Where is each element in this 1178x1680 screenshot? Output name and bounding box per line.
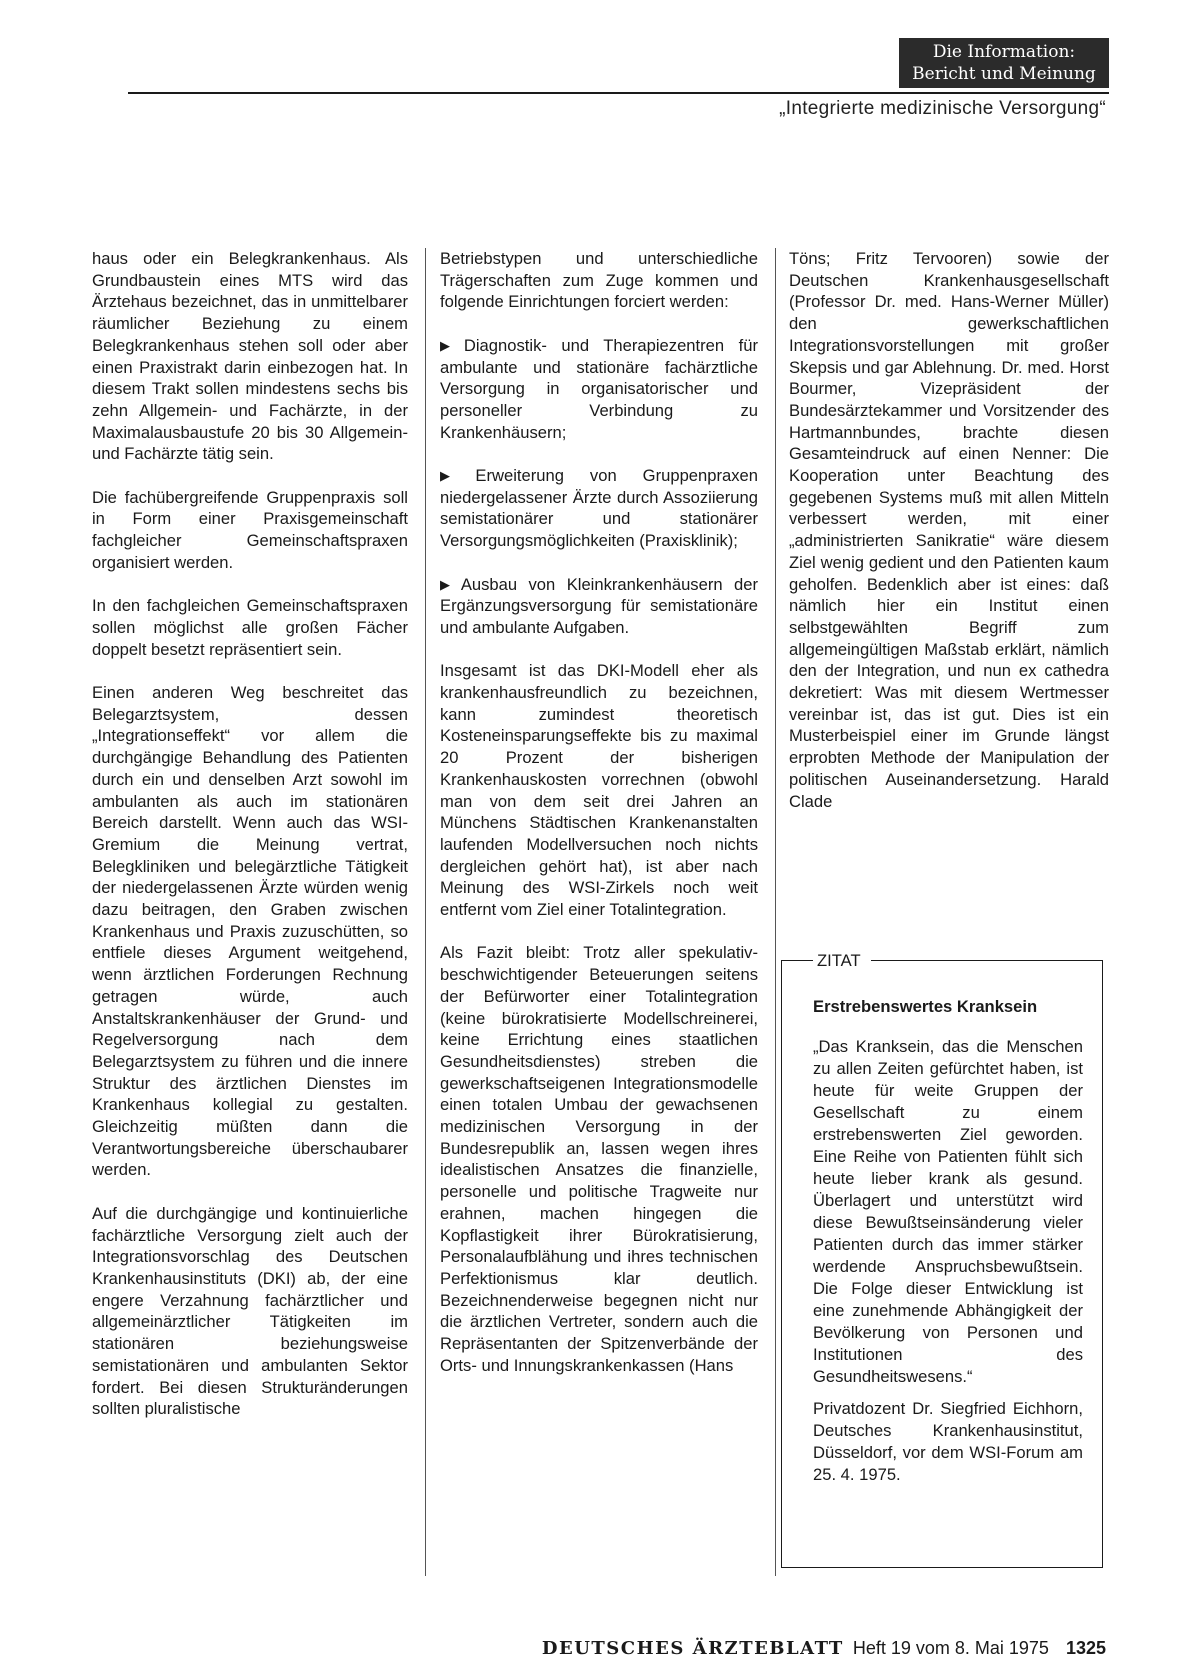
section-label-line1: Die Information: <box>932 42 1076 62</box>
paragraph: Als Fazit bleibt: Trotz aller spekulativ-beschwichtigender Beteuerungen seitens der Befürworter einer Totalintegration (keine bürokratisierte Modellschreinerei, keine Errichtung eines staatlichen Gesundheitsdienstes) streben die gewerkschaftseigenen Integrationsmodelle einen totalen Umbau der gewachsenen medizinischen Versorgung in der Bundesrepublik an, lassen wegen ihres idealistischen Ansatzes die finanzielle, personelle und politische Tragweite nur erahnen, machen hingegen die Kopflastigkeit ihrer Bürokratisierung, Personalaufblähung und ihres technischen Perfektionismus klar deutlich. Bezeichnenderweise begegnen nicht nur die ärztlichen Vertreter, sondern auch die Repräsentanten der Spitzenverbände der Orts- und Innungskrankenkassen (Hans <box>440 943 758 1375</box>
header-rule <box>128 92 1109 94</box>
paragraph: Die fachübergreifende Gruppenpraxis soll in Form einer Praxisgemeinschaft fachgleicher Gemeinschaftspraxen organisiert werden. <box>92 487 408 572</box>
paragraph <box>789 248 1109 812</box>
paragraph: Einen anderen Weg beschreitet das Belegarztsystem, dessen „Integrationseffekt“ vor allem die durchgängige Behandlung des Patienten durch ein und denselben Arzt sowohl im ambulanten als auch im stationären Bereich darstellt. Wenn auch das WSI-Gremium die Meinung vertrat, Belegkliniken und belegärztliche Tätigkeit der niedergelassenen Ärzte würden wenig dazu beitragen, den Graben zwischen Krankenhaus und Praxis zuzuschütten, so entfiele dieses Argument weitgehend, wenn ärztlichen Forderungen Rechnung getragen würde, auch Anstaltskrankenhäuser der Grund- und Regelversorgung nach dem Belegarztsystem zu führen und die innere Struktur des ärztlichen Dienstes im Krankenhaus kollegial zu gestalten. Gleichzeitig müßten dann die Verantwortungsbereiche überschaubarer werden. <box>92 683 408 1180</box>
section-label-line2: Bericht und Meinung <box>912 64 1096 84</box>
triangle-bullet-icon: ▶ <box>440 468 472 483</box>
triangle-bullet-icon: ▶ <box>440 337 460 353</box>
bullet-text: Ausbau von Kleinkrankenhäusern der Ergänzungsversorgung für semistationäre und ambulante Aufgaben. <box>440 574 758 637</box>
column-1 <box>92 248 408 1442</box>
quote-heading: Erstrebenswertes Kranksein <box>813 997 1038 1016</box>
bullet-item <box>440 465 758 552</box>
bullet-item <box>440 335 758 444</box>
author-name: Harald Clade <box>789 769 1109 811</box>
quote-text: „Das Kranksein, das die Menschen zu allen Zeiten gefürchtet haben, ist heute für weite Gruppen der Gesellschaft zu einem erstrebenswerten Ziel geworden. Eine Reihe von Patienten fühlt sich heute lieber krank als gesund. Überlagert und unterstützt wird diese Bewußtseinsänderung vieler Patienten durch das immer stärker werdende Anspruchsbewußtsein. Die Folge dieser Entwicklung ist eine zunehmende Abhängigkeit der Bevölkerung von Personen und Institutionen des Gesundheitswesens.“ <box>813 1037 1083 1386</box>
bullet-text: Diagnostik- und Therapiezentren für ambulante und stationäre fachärztliche Versorgung in organisatorischer und personeller Verbindung zu Krankenhäusern; <box>440 335 758 442</box>
paragraph: Betriebstypen und unterschiedliche Trägerschaften zum Zuge kommen und folgende Einrichtungen forciert werden: <box>440 249 758 312</box>
column-2 <box>440 248 758 1398</box>
bullet-item <box>440 574 758 639</box>
issue-info: Heft 19 vom 8. Mai 1975 <box>852 1638 1049 1658</box>
paragraph-text: Töns; Fritz Tervooren) sowie der Deutschen Krankenhausgesellschaft (Professor Dr. med. Hans-Werner Müller) den gewerkschaftlichen Integrationsvorstellungen mit großer Skepsis und gar Ablehnung. Dr. med. Horst Bourmer, Vizepräsident der Bundesärztekammer und Vorsitzender des Hartmannbundes, brachte diesen Gesamteindruck auf einen Nenner: Die Kooperation unter Beachtung des gegebenen Systems muß mit allen Mitteln verbessert werden, mit einer „administrierten Sanikratie“ wäre diesem Ziel wenig gedient und den Patienten kaum geholfen. Bedenklich aber ist eines: daß nämlich hier ein Institut einen selbstgewählten Begriff zum allgemeingültigen Maßstab erklärt, nämlich den der Integration, und nun ex cathedra dekretiert: Was mit diesem Wertmesser vereinbar ist, das ist gut. Dies ist ein Musterbeispiel einer im Grunde längst erprobten Methode der Manipulation der politischen Auseinandersetzung. <box>789 249 1109 789</box>
column-divider <box>775 248 776 1576</box>
quote-source: Privatdozent Dr. Siegfried Eichhorn, Deutsches Krankenhausinstitut, Düsseldorf, vor dem WSI-Forum am 25. 4. 1975. <box>813 1399 1083 1484</box>
journal-title: DEUTSCHES ÄRZTEBLATT <box>541 1638 844 1659</box>
triangle-bullet-icon: ▶ <box>440 576 457 592</box>
column-divider <box>425 248 426 1576</box>
paragraph: In den fachgleichen Gemeinschaftspraxen sollen möglichst alle großen Fächer doppelt besetzt repräsentiert sein. <box>92 596 408 659</box>
section-badge <box>899 38 1109 88</box>
quote-content <box>813 996 1083 1496</box>
page-number: 1325 <box>1065 1638 1106 1658</box>
paragraph: Auf die durchgängige und kontinuierliche fachärztliche Versorgung zielt auch der Integrationsvorschlag des Deutschen Krankenhausinstituts (DKI) ab, der eine engere Verzahnung fachärztlicher und allgemeinärztlicher Tätigkeiten im stationären beziehungsweise semistationären und ambulanten Sektor fordert. Bei diesen Strukturänderungen sollten pluralistische <box>92 1203 408 1419</box>
paragraph: Insgesamt ist das DKI-Modell eher als krankenhausfreundlich zu bezeichnen, kann zumindest theoretisch Kosteneinsparungseffekte bis zu maximal 20 Prozent der bisherigen Krankenhauskosten vorrechnen (obwohl man von dem seit drei Jahren an Münchens Städtischen Krankenanstalten laufenden Modellversuchen noch nichts dergleichen gehört hat), ist aber nach Meinung des WSI-Zirkels noch weit entfernt vom Ziel einer Totalintegration. <box>440 661 758 920</box>
bullet-text: Erweiterung von Gruppenpraxen niedergelassener Ärzte durch Assoziierung semistationärer und stationärer Versorgungsmöglichkeiten (Praxisklinik); <box>440 466 758 551</box>
column-3 <box>789 248 1109 834</box>
quote-label: ZITAT <box>813 950 871 972</box>
paragraph: haus oder ein Belegkrankenhaus. Als Grundbaustein eines MTS wird das Ärztehaus bezeichnet, das in unmittelbarer räumlicher Beziehung zu einem Belegkrankenhaus stehen soll oder aber einen Praxistrakt darin einbezogen hat. In diesem Trakt sollen mindestens sechs bis zehn Allgemein- und Fachärzte, in der Maximalausbaustufe 20 bis 30 Allgemein- und Fachärzte tätig sein. <box>92 249 408 464</box>
running-head: „Integrierte medizinische Versorgung“ <box>779 98 1106 119</box>
page-footer <box>542 1638 1106 1659</box>
